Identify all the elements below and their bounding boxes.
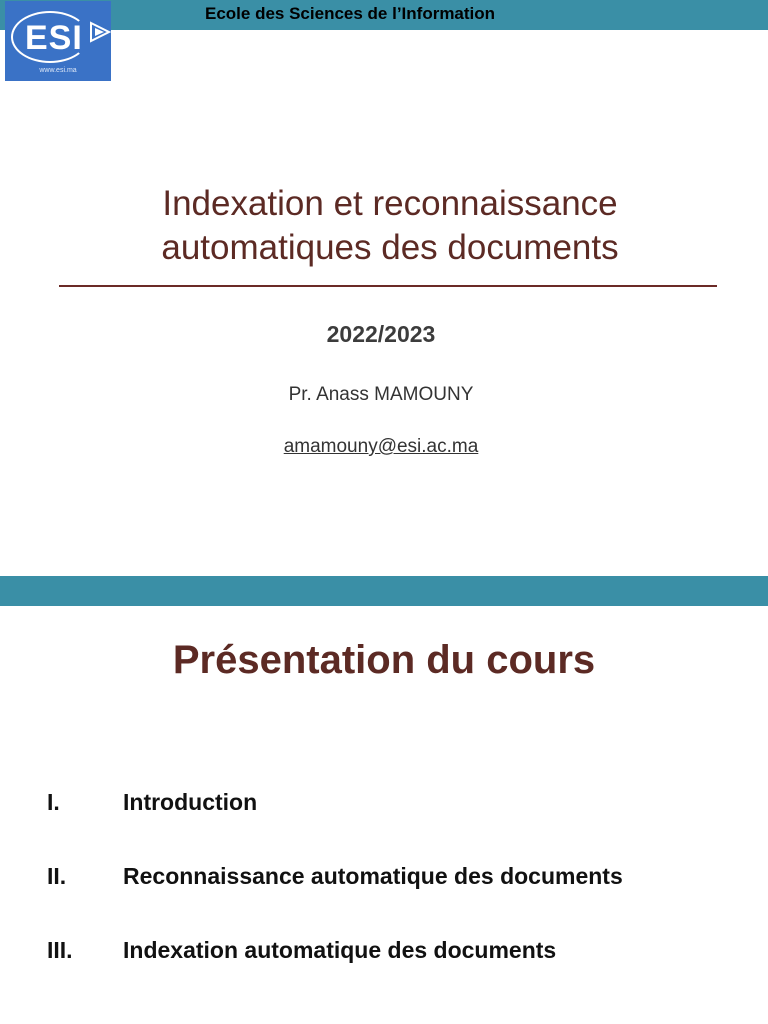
school-name: Ecole des Sciences de l’Information (205, 4, 496, 23)
course-title-line-2: automatiques des documents (161, 228, 619, 267)
outline-text: Introduction (123, 789, 258, 815)
author-name: Pr. Anass MAMOUNY (288, 384, 474, 405)
logo-text: ESI (25, 19, 83, 57)
course-title-line-1: Indexation et reconnaissance (162, 184, 618, 223)
course-title (60, 182, 720, 270)
outline-number: III. (47, 937, 73, 963)
slide-course-outline (0, 576, 768, 1024)
header-bar (0, 0, 768, 30)
outline-text: Indexation automatique des documents (123, 937, 557, 963)
outline-number: I. (47, 789, 60, 815)
logo-url: www.esi.ma (39, 67, 77, 74)
author-email (0, 436, 762, 458)
course-outline-list (0, 576, 768, 1024)
academic-year: 2022/2023 (326, 321, 436, 347)
outline-text: Reconnaissance automatique des documents (123, 863, 623, 889)
slide-heading: Présentation du cours (172, 638, 596, 682)
email-link[interactable]: amamouny@esi.ac.ma (283, 436, 479, 457)
esi-logo (5, 1, 111, 81)
title-divider (59, 285, 717, 287)
play-arrow-icon (89, 21, 111, 43)
outline-number: II. (47, 863, 67, 889)
